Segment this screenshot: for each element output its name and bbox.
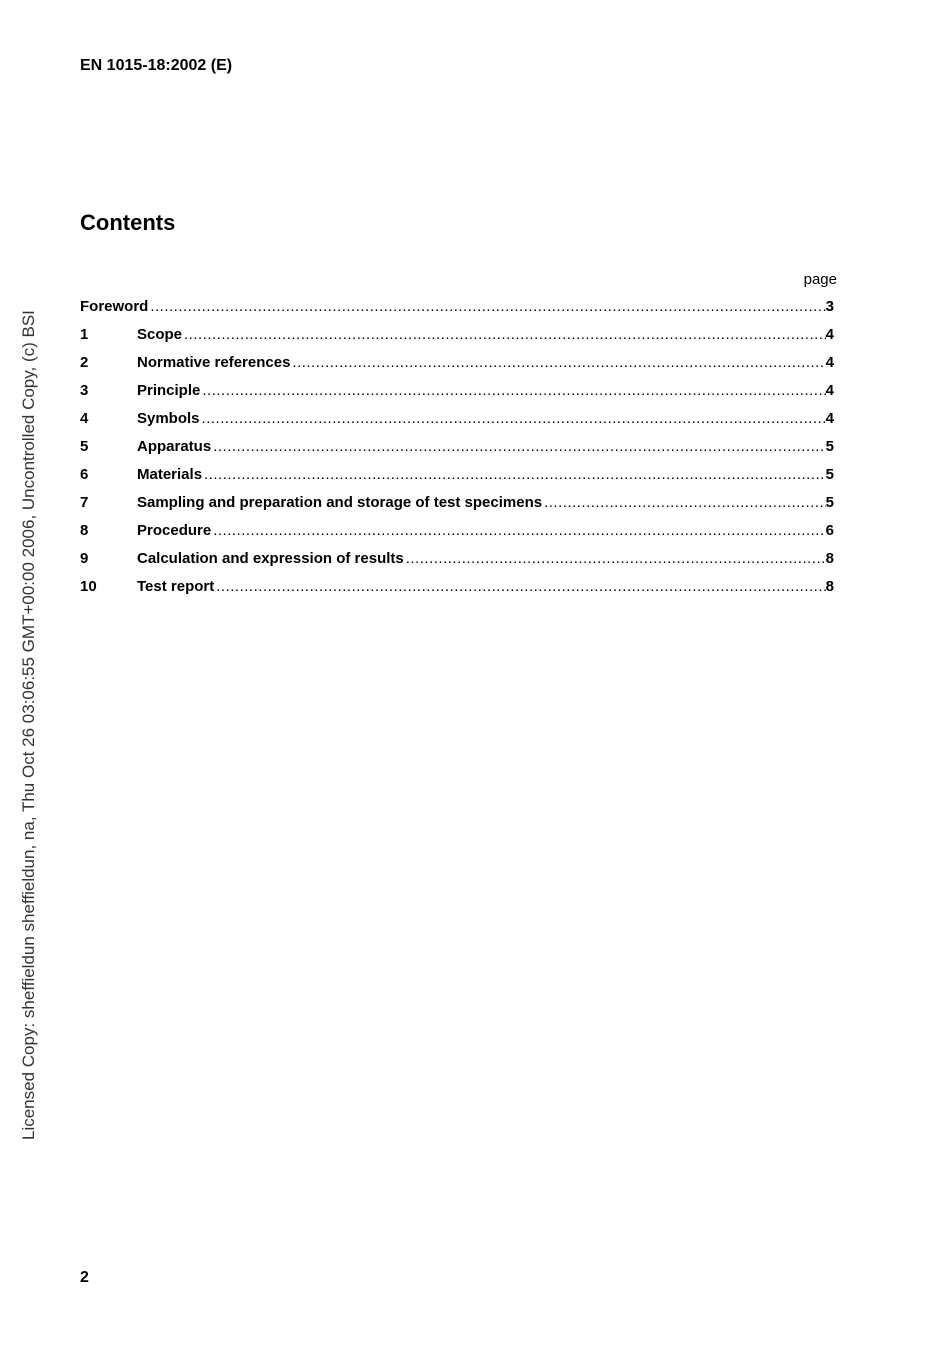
toc-entry-page: 8 bbox=[825, 578, 834, 595]
toc-entry-normative-references[interactable] bbox=[80, 354, 834, 382]
toc-entry-scope[interactable] bbox=[80, 326, 834, 354]
toc-dot-leader bbox=[216, 578, 825, 596]
toc-entry-page: 6 bbox=[825, 522, 834, 539]
table-of-contents bbox=[80, 298, 834, 606]
toc-entry-number: 9 bbox=[80, 550, 89, 567]
document-id: EN 1015-18:2002 (E) bbox=[80, 57, 233, 74]
toc-entry-page: 4 bbox=[825, 410, 834, 427]
toc-entry-page: 4 bbox=[825, 326, 834, 343]
toc-entry-page: 5 bbox=[825, 466, 834, 483]
toc-entry-page: 8 bbox=[825, 550, 834, 567]
toc-entry-sampling[interactable] bbox=[80, 494, 834, 522]
toc-dot-leader bbox=[150, 298, 825, 316]
toc-entry-title: Procedure bbox=[137, 522, 212, 539]
license-side-note: Licensed Copy: sheffieldun sheffieldun, na, Thu Oct 26 03:06:55 GMT+00:00 2006, Uncontrolled Copy, (c) BSI bbox=[19, 310, 38, 1140]
toc-entry-page: 4 bbox=[825, 354, 834, 371]
toc-dot-leader bbox=[292, 354, 825, 372]
toc-entry-apparatus[interactable] bbox=[80, 438, 834, 466]
toc-entry-number: 1 bbox=[80, 326, 89, 343]
toc-entry-title: Sampling and preparation and storage of test specimens bbox=[137, 494, 543, 511]
toc-entry-number: 8 bbox=[80, 522, 89, 539]
toc-dot-leader bbox=[184, 326, 826, 344]
toc-entry-foreword[interactable] bbox=[80, 298, 834, 326]
toc-entry-page: 4 bbox=[825, 382, 834, 399]
toc-entry-number: 3 bbox=[80, 382, 89, 399]
toc-dot-leader bbox=[406, 550, 826, 568]
toc-entry-number: 7 bbox=[80, 494, 89, 511]
toc-entry-principle[interactable] bbox=[80, 382, 834, 410]
toc-entry-number: 6 bbox=[80, 466, 89, 483]
toc-entry-title: Normative references bbox=[137, 354, 291, 371]
toc-dot-leader bbox=[213, 522, 825, 540]
toc-entry-title: Foreword bbox=[80, 298, 149, 315]
toc-entry-test-report[interactable] bbox=[80, 578, 834, 606]
toc-entry-title: Apparatus bbox=[137, 438, 212, 455]
toc-entry-title: Calculation and expression of results bbox=[137, 550, 404, 567]
toc-entry-page: 3 bbox=[825, 298, 834, 315]
toc-entry-materials[interactable] bbox=[80, 466, 834, 494]
toc-dot-leader bbox=[202, 382, 825, 400]
page-column-label: page bbox=[803, 271, 837, 288]
toc-entry-title: Scope bbox=[137, 326, 183, 343]
toc-entry-page: 5 bbox=[825, 494, 834, 511]
page-number: 2 bbox=[80, 1269, 89, 1286]
toc-entry-number: 10 bbox=[80, 578, 97, 595]
toc-entry-title: Principle bbox=[137, 382, 201, 399]
toc-entry-calculation[interactable] bbox=[80, 550, 834, 578]
toc-dot-leader bbox=[544, 494, 826, 512]
toc-dot-leader bbox=[213, 438, 825, 456]
toc-entry-title: Symbols bbox=[137, 410, 200, 427]
toc-entry-symbols[interactable] bbox=[80, 410, 834, 438]
toc-entry-title: Materials bbox=[137, 466, 203, 483]
toc-entry-title: Test report bbox=[137, 578, 215, 595]
toc-entry-number: 5 bbox=[80, 438, 89, 455]
toc-entry-page: 5 bbox=[825, 438, 834, 455]
toc-entry-number: 4 bbox=[80, 410, 89, 427]
toc-entry-procedure[interactable] bbox=[80, 522, 834, 550]
contents-heading: Contents bbox=[80, 210, 176, 235]
toc-dot-leader bbox=[202, 410, 826, 428]
toc-entry-number: 2 bbox=[80, 354, 89, 371]
toc-dot-leader bbox=[204, 466, 826, 484]
